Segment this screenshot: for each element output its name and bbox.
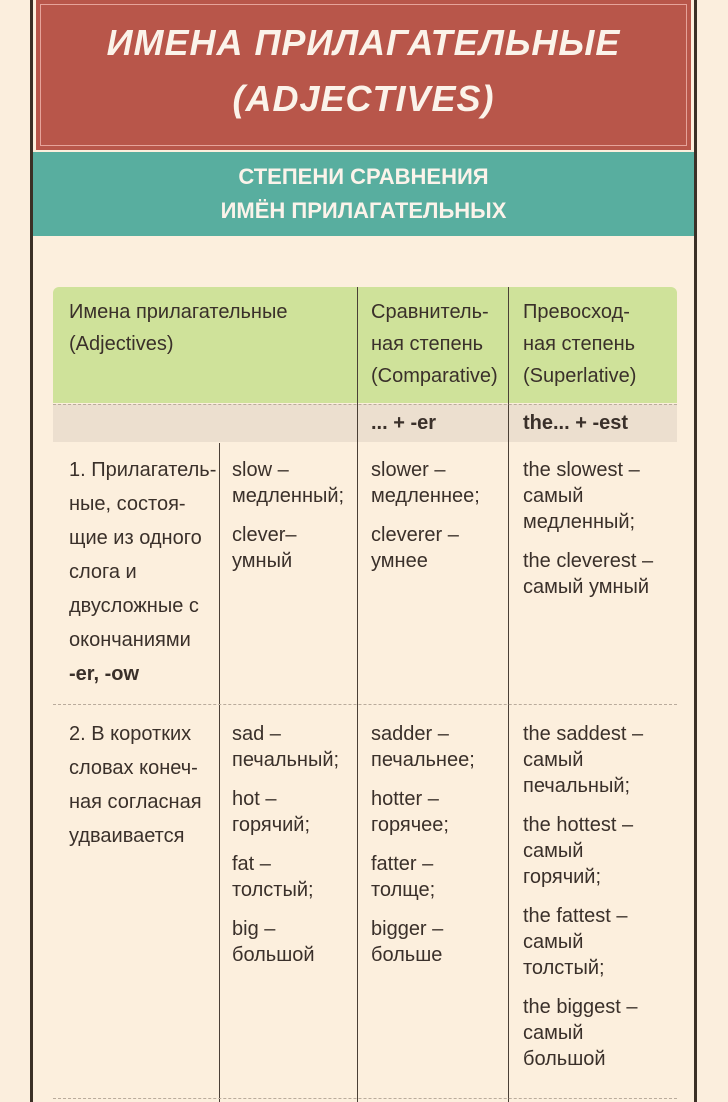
example-sad: sad –: [232, 723, 281, 745]
example-big-translation: большой: [232, 944, 315, 966]
comparative-hotter-translation: горячее;: [371, 814, 449, 836]
superlative-hottest-line-2: самый: [523, 840, 584, 862]
rule-1-line-7: -er, -ow: [69, 663, 140, 685]
title-banner: [36, 0, 691, 150]
comparative-fatter-translation: толще;: [371, 879, 436, 901]
comparative-fatter: fatter –: [371, 853, 434, 875]
subtitle-banner: [33, 152, 694, 236]
row-separator: [53, 704, 677, 705]
comparative-cleverer-translation: умнее: [371, 550, 428, 572]
comparative-sadder-translation: печальнее;: [371, 749, 475, 771]
superlative-hottest: the hottest –: [523, 814, 634, 836]
comparative-bigger: bigger –: [371, 918, 444, 940]
example-fat: fat –: [232, 853, 271, 875]
rule-2-line-3: ная согласная: [69, 791, 202, 813]
formula-comparative: ... + -er: [371, 412, 437, 434]
subtitle-line-1: СТЕПЕНИ СРАВНЕНИЯ: [238, 164, 489, 189]
rule-2-line-4: удваивается: [69, 825, 185, 847]
header-comparative-line-2: ная степень: [371, 333, 484, 355]
rule-1-line-3: щие из одного: [69, 527, 202, 549]
comparative-hotter: hotter –: [371, 788, 439, 810]
comparative-sadder: sadder –: [371, 723, 449, 745]
superlative-saddest-line-2: самый: [523, 749, 584, 771]
superlative-cleverest-line-2: самый умный: [523, 576, 650, 598]
formula-superlative: the... + -est: [523, 412, 629, 434]
superlative-slowest-line-2: самый: [523, 485, 584, 507]
header-adjectives-line-1: Имена прилагательные: [69, 301, 288, 323]
superlative-biggest-line-3: большой: [523, 1048, 606, 1070]
column-divider-superlative: [508, 287, 509, 1102]
rule-2-line-1: 2. В коротких: [69, 723, 192, 745]
superlative-hottest-line-3: горячий;: [523, 866, 602, 888]
rule-2-line-2: словах конеч-: [69, 757, 198, 779]
superlative-fattest-line-3: толстый;: [523, 957, 605, 979]
comparative-cleverer: cleverer –: [371, 524, 459, 546]
column-divider-comparative: [357, 287, 358, 1102]
superlative-saddest-line-3: печальный;: [523, 775, 631, 797]
header-adjectives-line-2: (Adjectives): [69, 333, 174, 355]
comparative-bigger-translation: больше: [371, 944, 443, 966]
comparative-slower-translation: медленнее;: [371, 485, 480, 507]
superlative-biggest: the biggest –: [523, 996, 638, 1018]
example-slow: slow –: [232, 459, 289, 481]
superlative-slowest: the slowest –: [523, 459, 640, 481]
rule-1-line-5: двусложные с: [69, 595, 199, 617]
example-sad-translation: печальный;: [232, 749, 340, 771]
header-superlative-line-1: Превосход-: [523, 301, 630, 323]
comparative-slower: slower –: [371, 459, 446, 481]
reference-card: [30, 0, 697, 1102]
example-slow-translation: медленный;: [232, 485, 345, 507]
header-superlative-line-3: (Superlative): [523, 365, 637, 387]
example-clever-translation: умный: [232, 550, 293, 572]
rule-1-line-4: слога и: [69, 561, 137, 583]
superlative-fattest: the fattest –: [523, 905, 628, 927]
header-superlative-line-2: ная степень: [523, 333, 636, 355]
example-big: big –: [232, 918, 276, 940]
example-hot: hot –: [232, 788, 277, 810]
superlative-cleverest: the cleverest –: [523, 550, 654, 572]
example-fat-translation: толстый;: [232, 879, 314, 901]
rule-1-line-2: ные, состоя-: [69, 493, 186, 515]
header-comparative-line-1: Сравнитель-: [371, 301, 489, 323]
rule-1-line-1: 1. Прилагатель-: [69, 459, 217, 481]
example-hot-translation: горячий;: [232, 814, 311, 836]
title-line-2: (ADJECTIVES): [232, 78, 495, 119]
superlative-slowest-line-3: медленный;: [523, 511, 636, 533]
superlative-saddest: the saddest –: [523, 723, 644, 745]
column-divider-examples: [219, 443, 220, 1102]
header-separator: [53, 404, 677, 405]
subtitle-line-2: ИМЁН ПРИЛАГАТЕЛЬНЫХ: [220, 198, 507, 223]
title-line-1: ИМЕНА ПРИЛАГАТЕЛЬНЫЕ: [106, 22, 621, 63]
example-clever: clever–: [232, 524, 297, 546]
row-separator-bottom: [53, 1098, 677, 1099]
rule-1-line-6: окончаниями: [69, 629, 191, 651]
superlative-fattest-line-2: самый: [523, 931, 584, 953]
header-comparative-line-3: (Comparative): [371, 365, 498, 387]
superlative-biggest-line-2: самый: [523, 1022, 584, 1044]
